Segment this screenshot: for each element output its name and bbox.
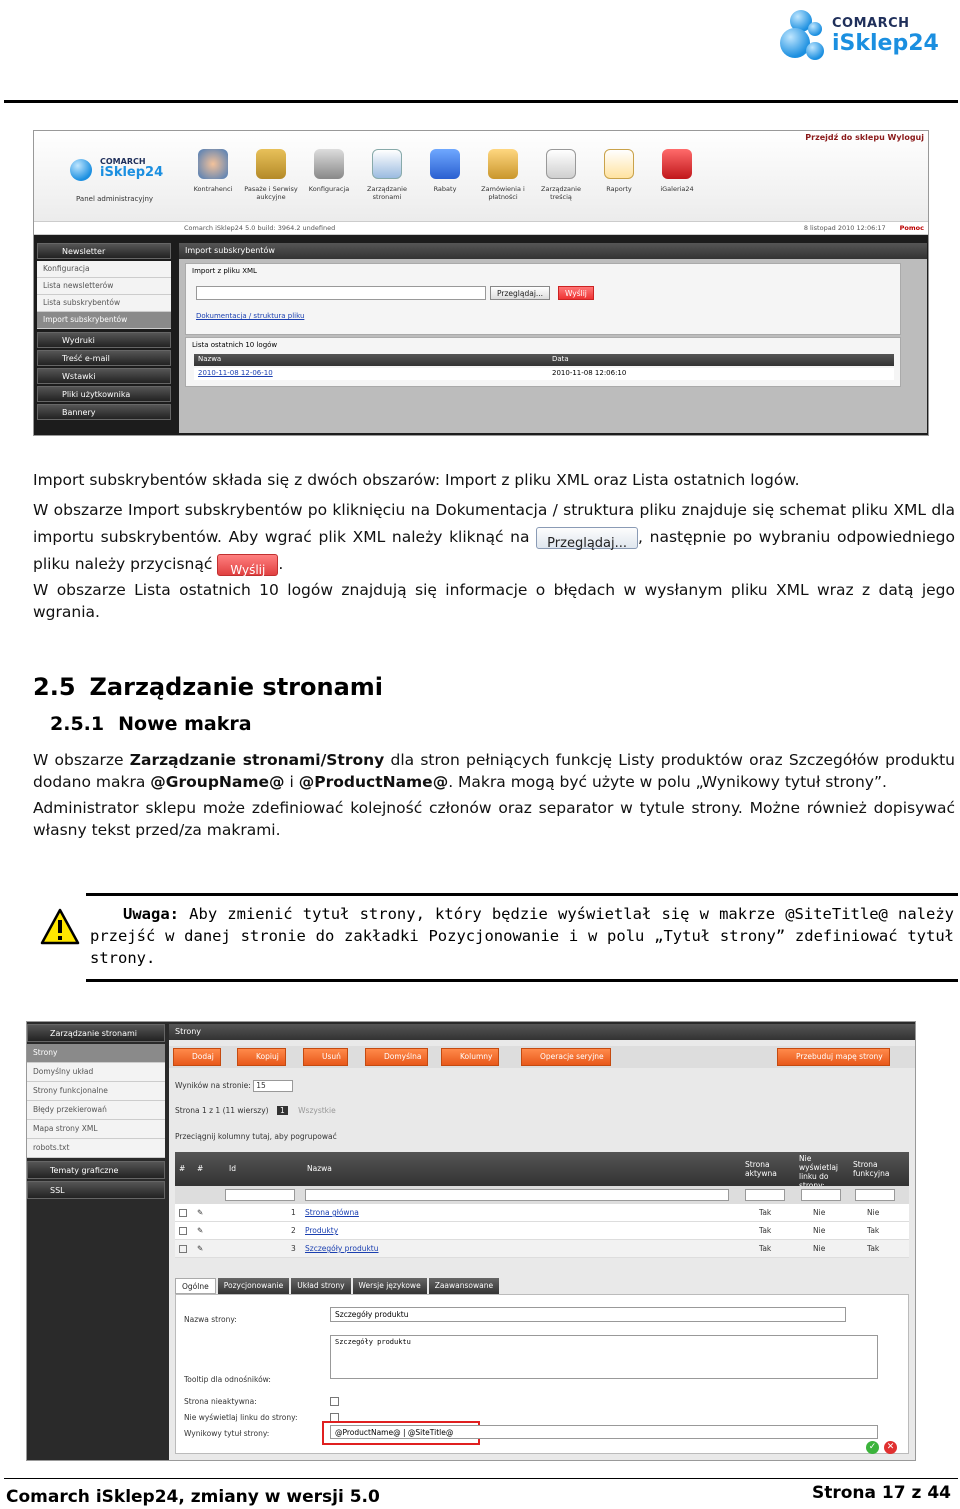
sidebar-header[interactable]: Zarządzanie stronami xyxy=(27,1024,165,1042)
row-active: Tak xyxy=(759,1244,772,1253)
col-id[interactable]: Id xyxy=(229,1164,236,1173)
sidebar-item[interactable]: Konfiguracja xyxy=(37,261,171,278)
note-text xyxy=(90,903,954,969)
nav-label: Zarządzanie treścią xyxy=(541,185,581,201)
page-icon xyxy=(372,149,402,179)
edit-icon xyxy=(546,149,576,179)
top-links[interactable]: Przejdź do sklepu Wyloguj xyxy=(805,133,924,142)
row-checkbox[interactable] xyxy=(179,1209,187,1217)
send-button[interactable]: Wyślij xyxy=(558,286,594,300)
p2-text-b: , następnie po wybraniu odpowiedniego pliku należy przycisnąć xyxy=(33,528,955,573)
inline-send-button: Wyślij xyxy=(217,554,278,576)
subsection-number: 2.5.1 xyxy=(50,713,105,735)
delete-button[interactable]: Usuń xyxy=(303,1048,348,1066)
table-row[interactable] xyxy=(194,368,894,380)
nav-konfiguracja[interactable] xyxy=(300,149,358,201)
status-bar xyxy=(34,221,929,235)
sidebar-item[interactable]: Domyślny układ xyxy=(27,1063,165,1082)
status-right xyxy=(804,224,924,232)
sidebar-header[interactable]: Newsletter xyxy=(37,243,171,259)
screenshot-import-subscribers xyxy=(33,130,929,436)
subsection-title: Nowe makra xyxy=(118,713,252,735)
nav-label: Kontrahenci xyxy=(193,185,233,193)
sidebar-item-selected[interactable]: Strony xyxy=(27,1044,165,1063)
row-name-link[interactable]: Strona główna xyxy=(305,1208,359,1217)
main-title: Import subskrybentów xyxy=(179,243,927,259)
rebuild-sitemap-button[interactable]: Przebuduj mapę strony xyxy=(777,1048,890,1066)
grid-header xyxy=(175,1152,909,1186)
logo-bubble-icon xyxy=(70,159,92,181)
edit-icon[interactable]: ✎ xyxy=(197,1244,204,1253)
nav-label: iGaleria24 xyxy=(660,185,694,193)
warning-icon xyxy=(40,908,80,946)
sidebar-item[interactable]: Strony funkcjonalne xyxy=(27,1082,165,1101)
row-functional: Nie xyxy=(867,1208,880,1217)
row-id: 3 xyxy=(291,1244,296,1253)
col-data: Data xyxy=(552,355,569,363)
admin-nav xyxy=(184,149,706,201)
nav-label: Zamówienia i płatności xyxy=(481,185,525,201)
pager xyxy=(175,1106,336,1115)
nav-raporty[interactable] xyxy=(590,149,648,201)
admin-logo xyxy=(70,151,164,211)
row-checkbox[interactable] xyxy=(179,1245,187,1253)
paragraph-3: W obszarze Lista ostatnich 10 logów znajdują się informacje o błędach w wysłanym pliku XML wraz z datą jego wgrania. xyxy=(33,581,955,621)
sidebar-item[interactable]: robots.txt xyxy=(27,1139,165,1158)
log-date: 2010-11-08 12:06:10 xyxy=(552,369,627,377)
logs-title: Lista ostatnich 10 logów xyxy=(192,341,278,349)
nav-igaleria[interactable] xyxy=(648,149,706,201)
tab-positioning[interactable]: Pozycjonowanie xyxy=(218,1278,290,1294)
main-panel xyxy=(179,243,927,433)
import-panel xyxy=(185,263,901,335)
p4-text: W obszarze xyxy=(33,751,124,769)
wrench-icon xyxy=(314,149,344,179)
p4-bold: Zarządzanie stronami/Strony xyxy=(129,751,385,769)
sidebar-item-selected[interactable]: Import subskrybentów xyxy=(37,312,171,329)
note-body: Aby zmienić tytuł strony, który będzie wyświetlał się w makrze @SiteTitle@ należy przejść w danej stronie do zakładki Pozycjonowanie i w polu „Tytuł strony” zdefiniować tytuł strony. xyxy=(90,905,954,967)
footer-left: Comarch iSklep24, zmiany w wersji 5.0 xyxy=(6,1487,380,1507)
nav-label: Raporty xyxy=(606,185,632,193)
row-active: Tak xyxy=(759,1208,772,1217)
sidebar-group[interactable]: Treść e-mail xyxy=(37,350,171,366)
tooltip-textarea[interactable]: Szczegóły produktu xyxy=(330,1335,878,1379)
nav-kontrahenci[interactable] xyxy=(184,149,242,201)
copy-button[interactable]: Kopiuj xyxy=(237,1048,286,1066)
col-name[interactable]: Nazwa xyxy=(307,1164,332,1173)
col-functional[interactable]: Strona funkcyjna xyxy=(853,1160,890,1178)
row-name-link[interactable]: Produkty xyxy=(305,1226,339,1235)
page-number: Strona 17 z 44 xyxy=(812,1483,951,1503)
paragraph-1: Import subskrybentów składa się z dwóch obszarów: Import z pliku XML oraz Lista ostatnich logów. xyxy=(33,471,800,489)
col-hide-link[interactable]: Nie wyświetlaj linku do xyxy=(799,1154,839,1181)
sidebar-item[interactable]: Błędy przekierowań xyxy=(27,1101,165,1120)
tab-general[interactable]: Ogólne xyxy=(175,1278,216,1294)
cart-icon xyxy=(488,149,518,179)
pager-all[interactable]: Wszystkie xyxy=(298,1106,336,1115)
col-active[interactable]: Strona aktywna xyxy=(745,1160,777,1178)
file-input[interactable] xyxy=(196,286,486,300)
inactive-checkbox[interactable] xyxy=(330,1397,339,1406)
page-form xyxy=(175,1294,909,1454)
note-top-line xyxy=(86,893,958,896)
grid-filter-row xyxy=(175,1186,909,1204)
header-divider xyxy=(4,100,958,103)
col-hash: # xyxy=(197,1164,204,1173)
section-number: 2.5 xyxy=(33,673,76,701)
toolbar xyxy=(169,1046,915,1068)
nav-zarzadzanie-stronami[interactable] xyxy=(358,149,416,201)
row-active: Tak xyxy=(759,1226,772,1235)
section-title: Zarządzanie stronami xyxy=(89,673,383,701)
main-panel xyxy=(169,1024,915,1460)
row-functional: Tak xyxy=(867,1244,880,1253)
comarch-logo xyxy=(780,6,939,66)
filter-name-input[interactable] xyxy=(305,1189,729,1201)
note-label: Uwaga: xyxy=(123,905,179,923)
filter-active-select[interactable] xyxy=(745,1189,785,1201)
group-hint: Przeciągnij kolumny tutaj, aby pogrupować xyxy=(175,1132,337,1141)
sidebar-group[interactable]: Tematy graficzne xyxy=(27,1161,165,1179)
brand-top: COMARCH xyxy=(832,16,910,31)
admin-header xyxy=(34,131,929,221)
p4-text: . Makra mogą być użyte w polu „Wynikowy tytuł strony”. xyxy=(448,773,887,791)
pager-page-button[interactable]: 1 xyxy=(277,1106,288,1115)
tab-languages[interactable]: Wersje językowe xyxy=(353,1278,427,1294)
sidebar-group[interactable]: Pliki użytkownika xyxy=(37,386,171,402)
detail-tabs xyxy=(175,1278,501,1294)
import-panel-title: Import z pliku XML xyxy=(192,267,257,275)
table-row[interactable] xyxy=(175,1222,909,1240)
brand-bottom: iSklep24 xyxy=(832,31,939,56)
footer-divider xyxy=(4,1478,958,1479)
edit-icon[interactable]: ✎ xyxy=(197,1208,204,1217)
help-link[interactable]: Pomoc xyxy=(899,224,924,232)
table-row[interactable] xyxy=(175,1240,909,1258)
cancel-x-icon[interactable]: ✕ xyxy=(884,1441,897,1454)
p4-macro: @ProductName@ xyxy=(298,773,449,791)
paragraph-5: Administrator sklepu może zdefiniować kolejność członów oraz separator w tytule strony. Możne również dopisywać własny tekst przed/za makrami. xyxy=(33,799,955,839)
users-icon xyxy=(198,149,228,179)
nav-label: Zarządzanie stronami xyxy=(367,185,407,201)
save-check-icon[interactable]: ✓ xyxy=(866,1441,879,1454)
nav-pasaze[interactable] xyxy=(242,149,300,201)
table-row[interactable] xyxy=(175,1204,909,1222)
note-bottom-line xyxy=(86,979,958,982)
browse-button[interactable]: Przeglądaj... xyxy=(490,286,550,300)
sidebar-item[interactable]: Lista newsletterów xyxy=(37,278,171,295)
paragraph-2 xyxy=(33,497,955,578)
row-hide-link: Nie xyxy=(813,1244,826,1253)
sidebar-item[interactable]: Mapa strony XML xyxy=(27,1120,165,1139)
page-name-input[interactable]: Szczegóły produktu xyxy=(330,1307,846,1322)
results-per-page xyxy=(175,1080,293,1092)
admin-logo-top: COMARCH xyxy=(100,157,146,166)
result-title-input[interactable]: @ProductName@ | @SiteTitle@ xyxy=(330,1425,878,1439)
batch-operations-button[interactable]: Operacje seryjne xyxy=(521,1048,611,1066)
tab-layout[interactable]: Układ strony xyxy=(291,1278,350,1294)
tag-icon xyxy=(430,149,460,179)
results-select[interactable]: 15 xyxy=(253,1080,293,1092)
row-id: 1 xyxy=(291,1208,296,1217)
nav-zamowienia[interactable] xyxy=(474,149,532,201)
pages-grid xyxy=(175,1152,909,1258)
sidebar xyxy=(27,1024,165,1201)
bubbles-logo-icon xyxy=(780,10,828,66)
p4-text: i xyxy=(289,773,294,791)
row-hide-link: Nie xyxy=(813,1226,826,1235)
nav-label: Rabaty xyxy=(433,185,457,193)
filter-functional-select[interactable] xyxy=(855,1189,895,1201)
p4-text: dla stron pełniących funkcję Listy produktów oraz Szczegółów produktu dodano makra xyxy=(33,751,955,791)
nav-label: Pasaże i Serwisy aukcyjne xyxy=(244,185,298,201)
row-functional: Tak xyxy=(867,1226,880,1235)
section-heading xyxy=(33,673,383,701)
row-name-link[interactable]: Szczegóły produktu xyxy=(305,1244,379,1253)
filter-id-input[interactable] xyxy=(225,1189,295,1201)
status-date: 8 listopad 2010 12:06:17 xyxy=(803,224,886,232)
stack-icon xyxy=(256,149,286,179)
p4-macro: @GroupName@ xyxy=(150,773,285,791)
sidebar xyxy=(37,243,171,422)
main-title: Strony xyxy=(169,1024,915,1040)
paragraph-4 xyxy=(33,749,955,793)
pager-label: Strona 1 z 1 (11 wierszy) xyxy=(175,1106,269,1115)
nav-rabaty[interactable] xyxy=(416,149,474,201)
filter-hide-select[interactable] xyxy=(801,1189,841,1201)
admin-logo-bottom: iSklep24 xyxy=(100,165,164,180)
sidebar-group[interactable]: Wstawki xyxy=(37,368,171,384)
hide-link-label: Nie wyświetlaj linku do strony: xyxy=(184,1413,298,1422)
logs-header xyxy=(194,354,894,366)
nav-label: Konfiguracja xyxy=(308,185,350,193)
tab-advanced[interactable]: Zaawansowane xyxy=(429,1278,499,1294)
bag-icon xyxy=(662,149,692,179)
subsection-heading xyxy=(50,713,252,735)
panel-label: Panel administracyjny xyxy=(76,195,154,203)
add-button[interactable]: Dodaj xyxy=(173,1048,221,1066)
default-button[interactable]: Domyślna xyxy=(365,1048,428,1066)
screenshot-pages xyxy=(26,1021,916,1461)
row-checkbox[interactable] xyxy=(179,1227,187,1235)
sidebar-group[interactable]: Bannery xyxy=(37,404,171,420)
nav-zarzadzanie-trescia[interactable] xyxy=(532,149,590,201)
result-title-label: Wynikowy tytuł strony: xyxy=(184,1429,270,1438)
documentation-link[interactable]: Dokumentacja / struktura pliku xyxy=(196,312,305,320)
sidebar-group[interactable]: SSL xyxy=(27,1181,165,1199)
edit-icon[interactable]: ✎ xyxy=(197,1226,204,1235)
logs-panel xyxy=(185,337,901,387)
p2-text-a: W obszarze Import subskrybentów po kliknięciu na Dokumentacja / struktura pliku znajduje się schemat pliku XML dla importu subskrybentów. Aby wgrać plik XML należy kliknąć na xyxy=(33,501,955,546)
results-label: Wyników na stronie: xyxy=(175,1081,251,1090)
page-name-label: Nazwa strony: xyxy=(184,1315,237,1324)
sidebar-item[interactable]: Lista subskrybentów xyxy=(37,295,171,312)
tooltip-label: Tooltip dla odnośników: xyxy=(184,1375,271,1384)
p2-text-c: . xyxy=(278,555,284,573)
inline-browse-button: Przeglądaj... xyxy=(536,527,638,549)
columns-button[interactable]: Kolumny xyxy=(441,1048,499,1066)
row-id: 2 xyxy=(291,1226,296,1235)
inactive-label: Strona nieaktywna: xyxy=(184,1397,257,1406)
sidebar-group[interactable]: Wydruki xyxy=(37,332,171,348)
col-nazwa: Nazwa xyxy=(198,355,222,363)
row-hide-link: Nie xyxy=(813,1208,826,1217)
report-icon xyxy=(604,149,634,179)
log-name-link[interactable]: 2010-11-08 12-06-10 xyxy=(198,369,273,377)
build-info: Comarch iSklep24 5.0 build: 3964.2 undefined xyxy=(184,224,336,232)
col-hash: # xyxy=(179,1164,186,1173)
